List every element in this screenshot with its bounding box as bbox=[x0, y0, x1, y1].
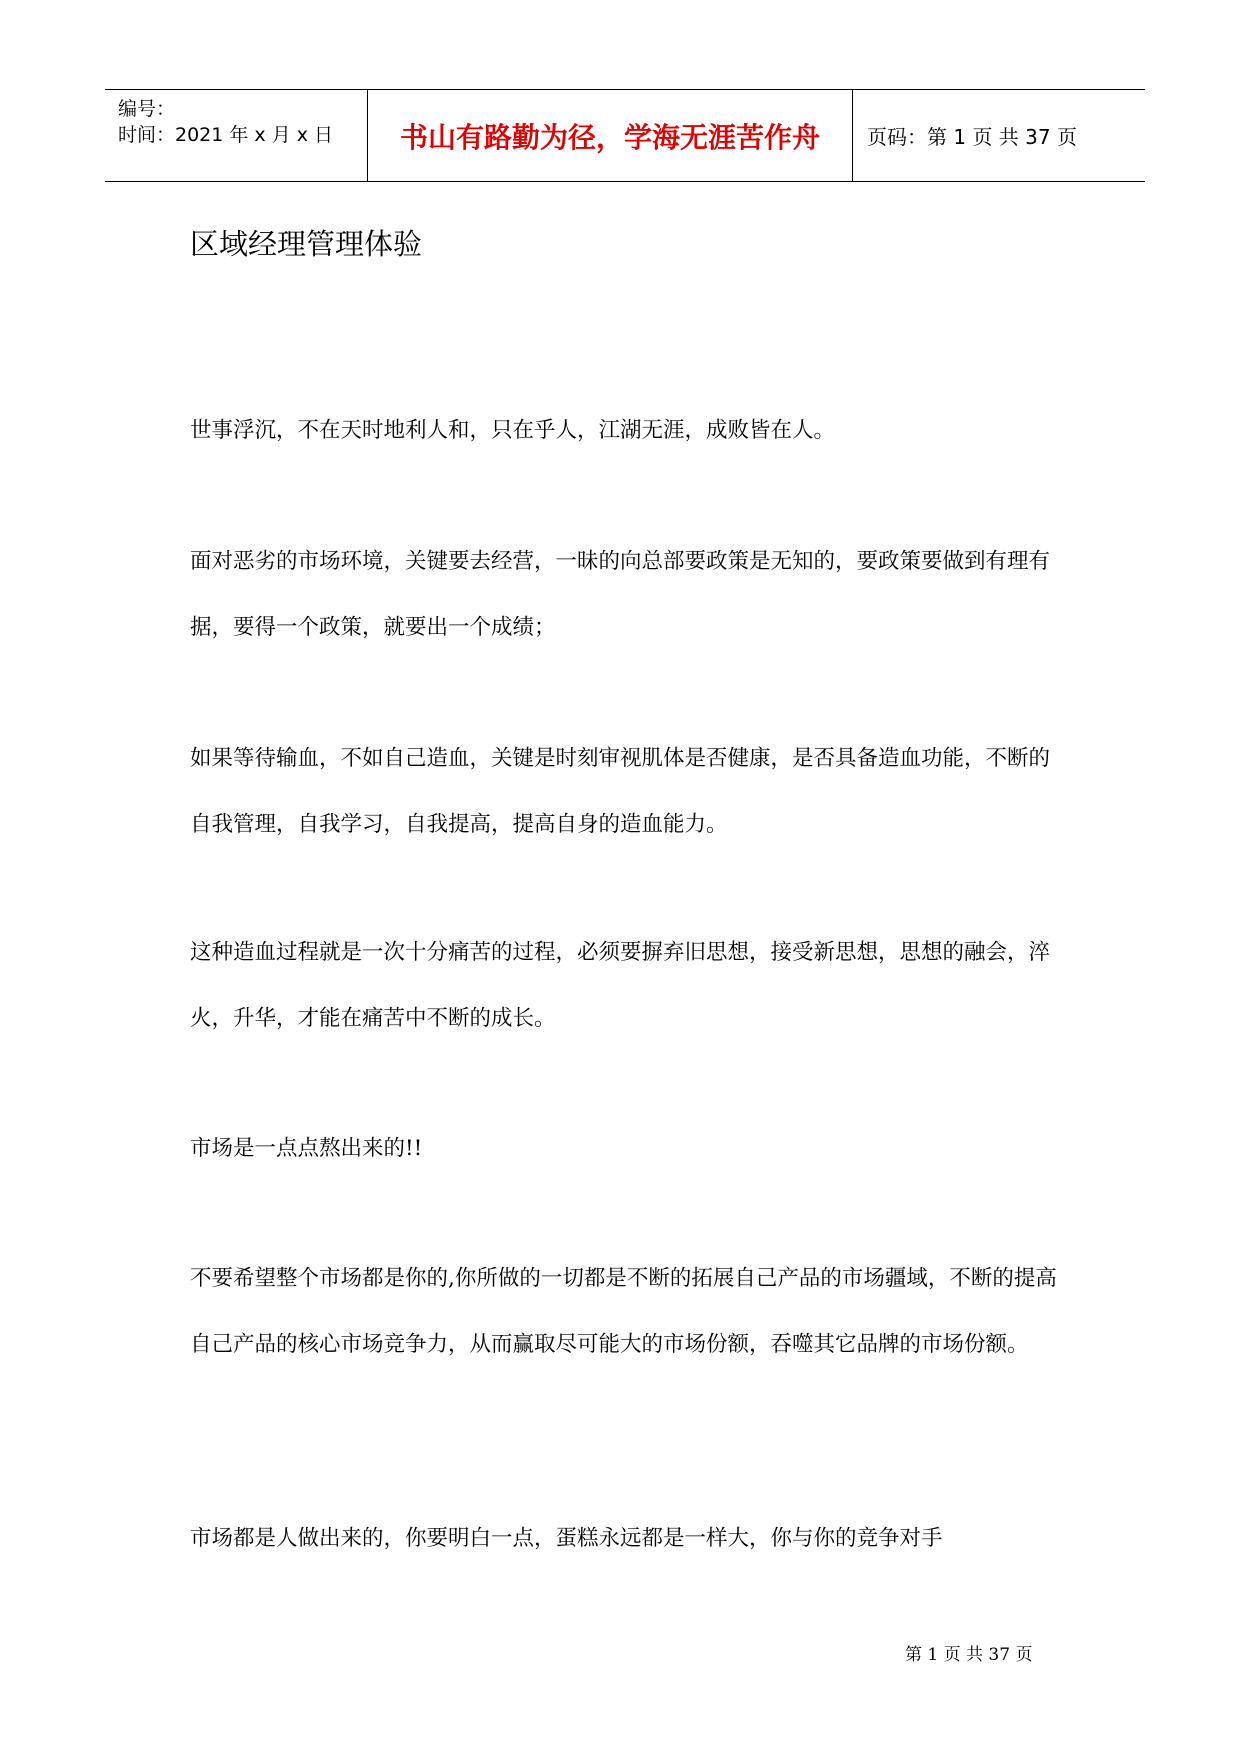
paragraph: 市场是一点点熬出来的!! bbox=[190, 1136, 423, 1161]
header-meta-cell bbox=[105, 90, 368, 181]
paragraph: 市场都是人做出来的，你要明白一点，蛋糕永远都是一样大，你与你的竞争对手 bbox=[190, 1526, 943, 1551]
paragraph: 面对恶劣的市场环境，关键要去经营，一昧的向总部要政策是无知的，要政策要做到有理有据，要得一个政策，就要出一个成绩； bbox=[190, 549, 1051, 640]
paragraph: 这种造血过程就是一次十分痛苦的过程，必须要摒弃旧思想，接受新思想，思想的融会，淬火，升华，才能在痛苦中不断的成长。 bbox=[190, 940, 1051, 1031]
page-footer: 第 1 页 共 37 页 bbox=[905, 1645, 1033, 1665]
document-header bbox=[105, 89, 1145, 182]
paragraph: 不要希望整个市场都是你的,你所做的一切都是不断的拓展自己产品的市场疆域，不断的提高自己产品的核心市场竞争力，从而赢取尽可能大的市场份额，吞噬其它品牌的市场份额。 bbox=[190, 1266, 1057, 1357]
time-label: 时间：2021 年 x 月 x 日 bbox=[118, 124, 334, 146]
header-motto: 书山有路勤为径，学海无涯苦作舟 bbox=[368, 90, 853, 181]
paragraph: 世事浮沉，不在天时地利人和，只在乎人，江湖无涯，成败皆在人。 bbox=[190, 418, 836, 443]
document-title: 区域经理管理体验 bbox=[190, 227, 423, 261]
number-label: 编号： bbox=[118, 98, 176, 120]
header-page-info: 页码：第 1 页 共 37 页 bbox=[867, 125, 1077, 149]
paragraph: 如果等待输血，不如自己造血，关键是时刻审视肌体是否健康，是否具备造血功能，不断的自我管理，自我学习，自我提高，提高自身的造血能力。 bbox=[190, 746, 1051, 837]
